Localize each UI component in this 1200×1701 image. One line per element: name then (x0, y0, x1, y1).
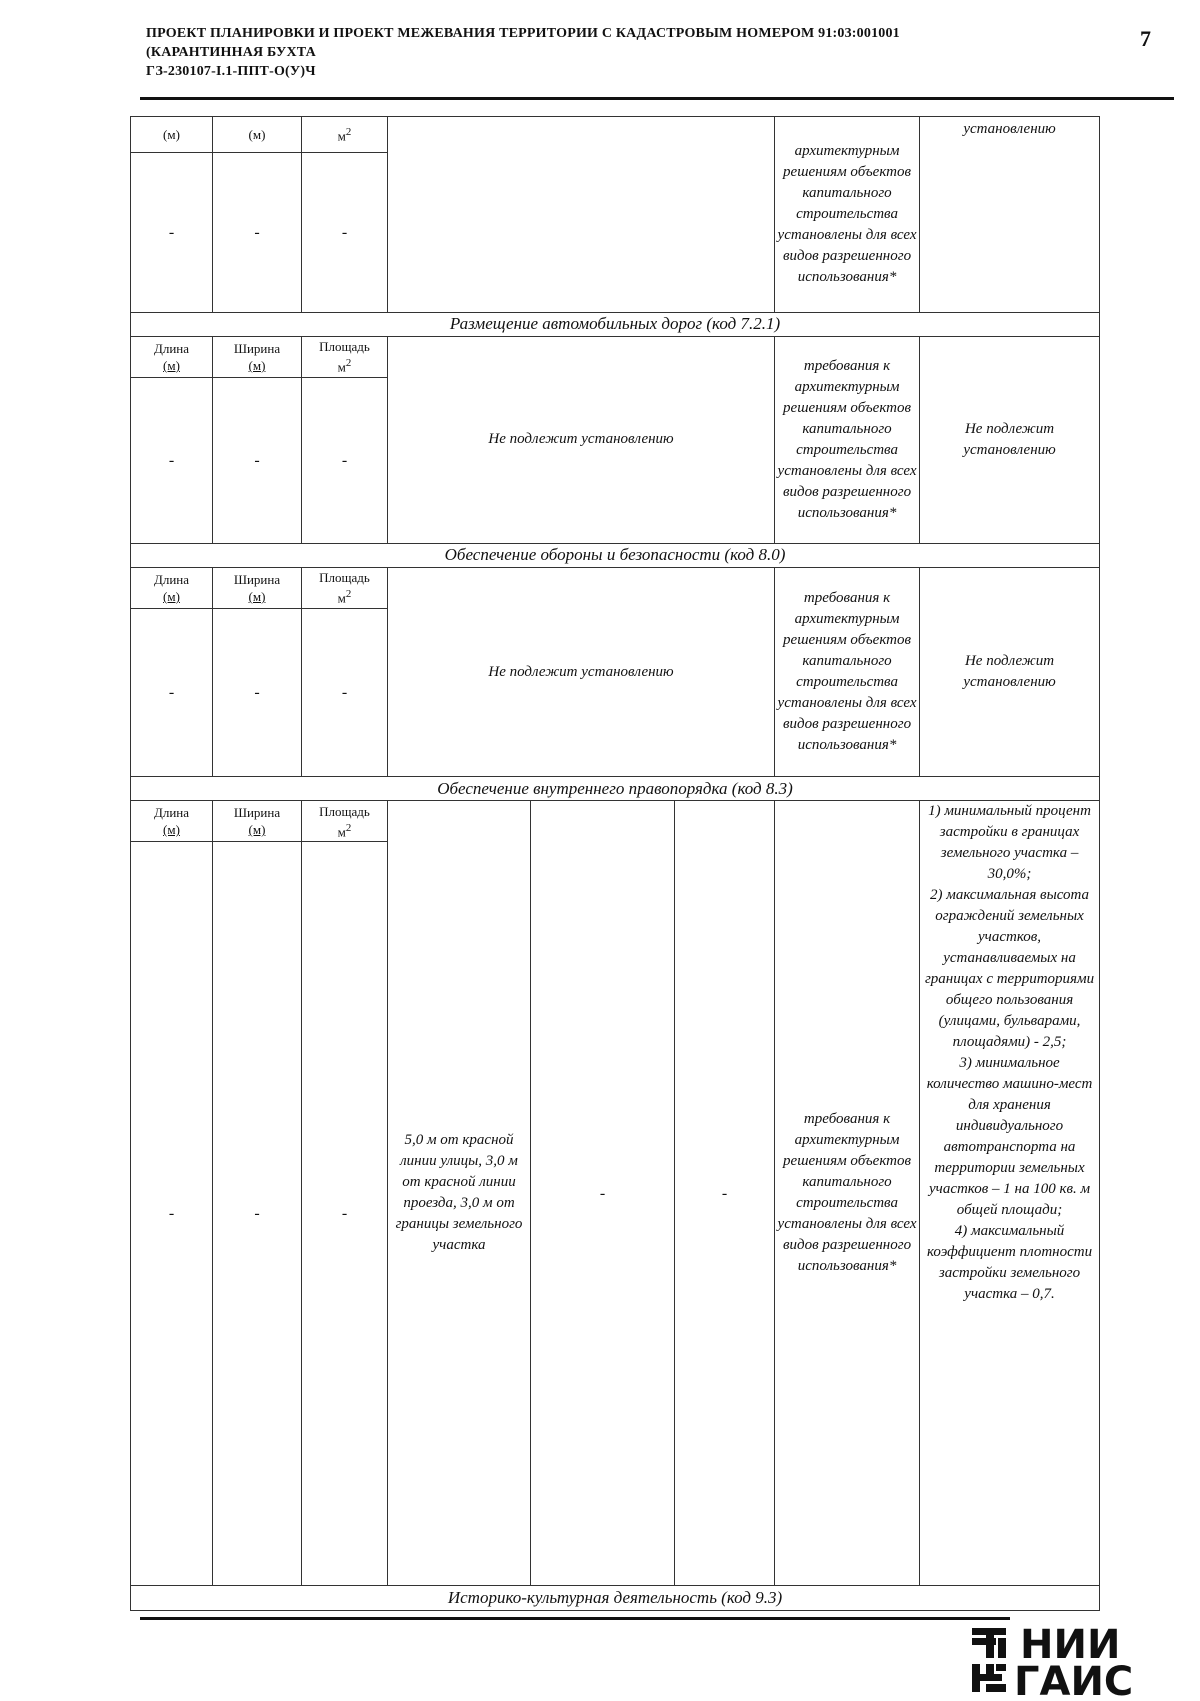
arch-requirements-cell: требования к архитектурным решениям объектов капитального строительства установлены для всех видов разрешенного использования* (775, 337, 920, 544)
setbacks-cell: Не подлежит установлению (388, 337, 775, 544)
header-line-1: ПРОЕКТ ПЛАНИРОВКИ И ПРОЕКТ МЕЖЕВАНИЯ ТЕРРИТОРИИ С КАДАСТРОВЫМ НОМЕРОМ 91:03:001001 (146, 26, 900, 41)
niigais-logo (972, 1622, 1177, 1696)
param-parking: 3) минимальное количество машино-мест для хранения индивидуального автотранспорта на территории земельных участков – 1 на 100 кв. м общей площади; (926, 1055, 1093, 1219)
length-header: Длина (м) (131, 337, 213, 378)
logo-line-1: НИИ (1020, 1622, 1121, 1668)
document-header (146, 24, 1146, 81)
cont-unit-area: $м^2$ (302, 117, 388, 153)
section-title-8-3: Обеспечение внутреннего правопорядка (код 8.3) (131, 776, 1100, 800)
width-header: Ширина (м) (213, 568, 302, 609)
area-value: - (302, 377, 388, 543)
cont-arch-cell: архитектурным решениям объектов капитального строительства установлены для всех видов разрешенного использования* (775, 117, 920, 313)
cont-unit-length: (м) (131, 117, 213, 153)
length-value: - (131, 377, 213, 543)
regulations-table (130, 116, 1100, 1611)
area-header: Площадь $м^2$ (302, 801, 388, 842)
area-value: - (302, 842, 388, 1586)
param-fence-height: 2) максимальная высота ограждений земельных участков, устанавливаемых на границах с территориями общего пользования (улицами, бульварами, площадями) - 2,5; (924, 887, 1095, 1051)
width-value: - (213, 608, 302, 776)
cont-area-value: - (302, 153, 388, 313)
width-header: Ширина (м) (213, 801, 302, 842)
length-value: - (131, 842, 213, 1586)
page-number: 7 (1140, 26, 1151, 51)
section-title-7-2-1: Размещение автомобильных дорог (код 7.2.1) (131, 312, 1100, 336)
area-header: Площадь $м^2$ (302, 568, 388, 609)
width-value: - (213, 842, 302, 1586)
cont-width-value: - (213, 153, 302, 313)
arch-requirements-cell: требования к архитектурным решениям объектов капитального строительства установлены для всех видов разрешенного использования* (775, 568, 920, 777)
area-value: - (302, 608, 388, 776)
section-title-8-0: Обеспечение обороны и безопасности (код 8.0) (131, 543, 1100, 567)
cont-unit-width: (м) (213, 117, 302, 153)
length-header: Длина (м) (131, 568, 213, 609)
other-params-cell: Не подлежит установлению (920, 568, 1100, 777)
height-cell: - (675, 801, 775, 1586)
width-value: - (213, 377, 302, 543)
length-value: - (131, 608, 213, 776)
logo-line-2: ГАИС (1014, 1659, 1134, 1696)
length-header: Длина (м) (131, 801, 213, 842)
cont-length-value: - (131, 153, 213, 313)
floors-cell: - (531, 801, 675, 1586)
cont-other-cell: установлению (920, 117, 1100, 313)
width-header: Ширина (м) (213, 337, 302, 378)
section-title-9-3: Историко-культурная деятельность (код 9.3) (131, 1586, 1100, 1611)
cont-setbacks-cell (388, 117, 775, 313)
header-divider (140, 97, 1174, 100)
other-params-cell: Не подлежит установлению (920, 337, 1100, 544)
header-line-3: ГЗ-230107-I.1-ППТ-О(У)Ч (146, 64, 316, 79)
setbacks-cell: 5,0 м от красной линии улицы, 3,0 м от красной линии проезда, 3,0 м от границы земельного участка (388, 801, 531, 1586)
param-min-coverage: 1) минимальный процент застройки в границах земельного участка – 30,0%; (928, 803, 1091, 883)
area-header: Площадь $м^2$ (302, 337, 388, 378)
header-line-2: (КАРАНТИННАЯ БУХТА (146, 45, 316, 60)
setbacks-cell: Не подлежит установлению (388, 568, 775, 777)
other-params-cell (920, 801, 1100, 1586)
footer-divider (140, 1617, 1010, 1620)
arch-requirements-cell: требования к архитектурным решениям объектов капитального строительства установлены для всех видов разрешенного использования* (775, 801, 920, 1586)
param-density: 4) максимальный коэффициент плотности застройки земельного участка – 0,7. (926, 1223, 1093, 1303)
